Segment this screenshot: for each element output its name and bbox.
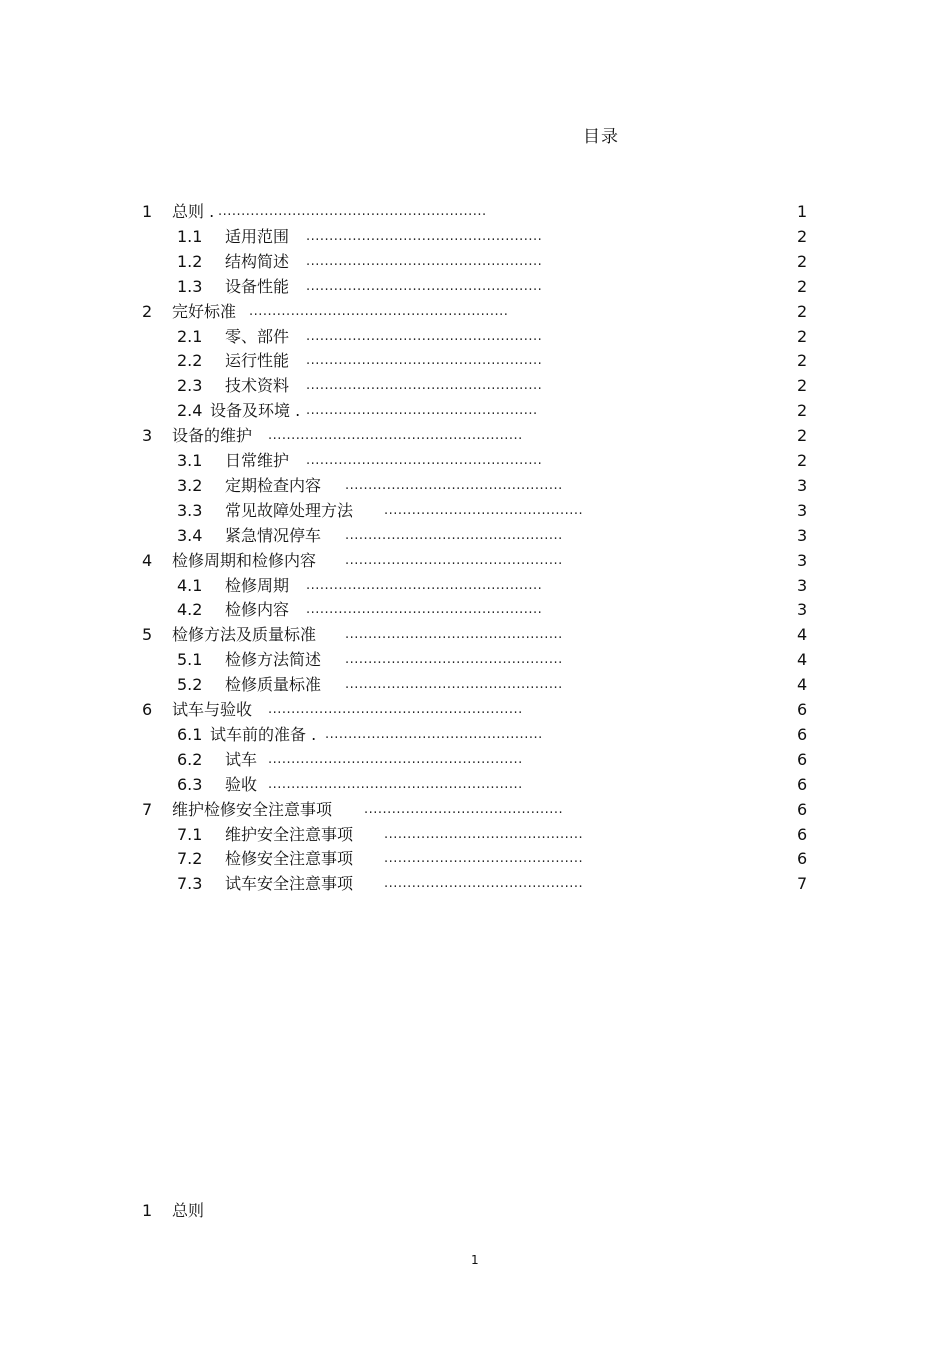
toc-entry[interactable]	[0, 374, 950, 398]
toc-entry-label: 检修质量标准	[225, 675, 322, 695]
toc-entry-page: 3	[797, 600, 808, 620]
toc-entry-page: 4	[797, 625, 808, 645]
toc-entry-leader: ...................................................	[306, 278, 543, 294]
toc-entry-number: 6.2	[177, 749, 203, 769]
toc-entry-page: 6	[797, 824, 808, 844]
toc-entry-label: 检修内容	[225, 600, 290, 620]
toc-entry-label: 试车前的准备 .	[210, 724, 317, 744]
toc-entry-page: 6	[797, 724, 808, 744]
toc-entry-number: 2.2	[177, 351, 203, 371]
toc-entry[interactable]	[0, 275, 950, 299]
toc-entry-leader: ...................................................	[306, 602, 543, 618]
toc-entry-page: 2	[797, 326, 808, 346]
toc-entry-number: 4.1	[177, 575, 203, 595]
toc-entry-page: 6	[797, 849, 808, 869]
toc-entry[interactable]	[0, 499, 950, 523]
toc-entry[interactable]	[0, 524, 950, 548]
toc-entry-page: 6	[797, 774, 808, 794]
toc-entry[interactable]	[0, 250, 950, 274]
section-number: 1	[142, 1201, 153, 1220]
toc-entry-leader: ...........................................	[364, 801, 564, 817]
toc-entry-leader: ...................................................	[306, 353, 543, 369]
toc-entry[interactable]	[0, 872, 950, 896]
toc-entry-leader: .......................................................	[268, 751, 523, 767]
toc-entry-leader: ...............................................	[325, 726, 543, 742]
toc-entry-number: 7.1	[177, 824, 203, 844]
toc-entry-page: 2	[797, 301, 808, 321]
toc-entry-number: 7.3	[177, 874, 203, 894]
toc-entry-label: 维护安全注意事项	[225, 824, 354, 844]
toc-entry-label: 完好标准	[172, 301, 237, 321]
toc-entry-number: 3.4	[177, 525, 203, 545]
toc-entry-number: 6	[142, 700, 153, 719]
toc-entry[interactable]	[0, 225, 950, 249]
toc-entry-label: 试车	[225, 749, 258, 769]
page-number: 1	[471, 1253, 479, 1267]
toc-entry-number: 5.2	[177, 675, 203, 695]
toc-entry-page: 1	[797, 202, 808, 221]
toc-entry-leader: ..................................................	[306, 403, 538, 419]
toc-entry-page: 3	[797, 500, 808, 520]
toc-entry[interactable]	[0, 698, 950, 722]
toc-entry-page: 6	[797, 799, 808, 819]
toc-entry-number: 4	[142, 550, 153, 570]
toc-entry-label: 检修周期和检修内容	[172, 550, 317, 570]
toc-entry[interactable]	[0, 449, 950, 473]
toc-entry-label: 适用范围	[225, 226, 290, 246]
toc-entry-page: 2	[797, 351, 808, 371]
toc-entry-number: 3.3	[177, 500, 203, 520]
toc-entry[interactable]	[0, 549, 950, 573]
toc-entry-leader: .......................................................	[268, 702, 523, 717]
toc-entry-leader: ...............................................	[345, 477, 563, 493]
toc-entry-leader: ...................................................	[306, 577, 543, 593]
toc-entry-label: 试车安全注意事项	[225, 874, 354, 894]
toc-entry[interactable]	[0, 648, 950, 672]
toc-entry-label: 设备的维护	[172, 426, 253, 446]
toc-entry-page: 2	[797, 426, 808, 446]
toc-entry[interactable]	[0, 598, 950, 622]
toc-entry-leader: ...........................................	[384, 876, 584, 892]
toc-entry-leader: .......................................................	[268, 428, 523, 444]
toc-entry-number: 1.2	[177, 251, 203, 271]
toc-entry-leader: .......................................................	[268, 776, 523, 792]
toc-entry-number: 5.1	[177, 650, 203, 670]
toc-entry[interactable]	[0, 773, 950, 797]
toc-entry-label: 检修周期	[225, 575, 290, 595]
toc-entry-page: 4	[797, 650, 808, 670]
toc-entry[interactable]	[0, 300, 950, 324]
toc-entry-page: 3	[797, 575, 808, 595]
toc-entry[interactable]	[0, 847, 950, 871]
toc-entry[interactable]	[0, 623, 950, 647]
toc-entry-number: 1.3	[177, 276, 203, 296]
toc-entry-label: 检修安全注意事项	[225, 849, 354, 869]
toc-entry-number: 2.1	[177, 326, 203, 346]
toc-entry-label: 紧急情况停车	[225, 525, 322, 545]
toc-entry-leader: ...............................................	[345, 552, 563, 568]
toc-entry-leader: ...............................................	[345, 677, 563, 693]
toc-entry-number: 1	[142, 202, 153, 221]
toc-entry[interactable]	[0, 823, 950, 847]
toc-entry-label: 定期检查内容	[225, 475, 322, 495]
toc-entry-leader: ........................................................	[249, 303, 509, 319]
toc-entry[interactable]	[0, 673, 950, 697]
toc-entry-page: 7	[797, 874, 808, 894]
toc-entry[interactable]	[0, 424, 950, 448]
toc-entry-number: 7	[142, 799, 153, 819]
toc-entry-page: 6	[797, 749, 808, 769]
toc-entry-page: 2	[797, 451, 808, 470]
toc-entry-leader: ...............................................	[345, 652, 563, 668]
toc-entry[interactable]	[0, 748, 950, 772]
toc-entry-label: 日常维护	[225, 451, 290, 470]
toc-entry-label: 检修方法简述	[225, 650, 322, 670]
toc-entry-leader: ...................................................	[306, 378, 543, 394]
toc-entry-number: 3	[142, 426, 153, 446]
toc-entry-number: 2.4	[177, 401, 203, 421]
toc-entry-number: 3.1	[177, 451, 203, 470]
toc-entry-leader: ...................................................	[306, 228, 543, 244]
toc-entry-number: 7.2	[177, 849, 203, 869]
toc-entry-label: 结构简述	[225, 251, 290, 271]
toc-entry-number: 2	[142, 301, 153, 321]
toc-entry[interactable]	[0, 325, 950, 349]
toc-entry-leader: ...........................................	[384, 826, 584, 842]
toc-entry-page: 2	[797, 251, 808, 271]
toc-entry-leader: ...................................................	[306, 253, 543, 269]
toc-entry-page: 4	[797, 675, 808, 695]
section-title: 总则	[172, 1201, 205, 1220]
toc-entry[interactable]	[0, 399, 950, 423]
toc-entry-leader: ..........................................................	[218, 204, 487, 219]
toc-entry[interactable]	[0, 474, 950, 498]
toc-entry-label: 验收	[225, 774, 258, 794]
toc-entry-label: 运行性能	[225, 351, 290, 371]
toc-entry[interactable]	[0, 798, 950, 822]
toc-entry-label: 常见故障处理方法	[225, 500, 354, 520]
toc-entry-page: 2	[797, 276, 808, 296]
toc-entry-number: 3.2	[177, 475, 203, 495]
toc-entry-leader: ...................................................	[306, 453, 543, 468]
toc-entry-leader: ...................................................	[306, 328, 543, 344]
toc-entry-label: 技术资料	[225, 376, 290, 396]
toc-entry-number: 1.1	[177, 226, 203, 246]
toc-entry-label: 总则 .	[172, 202, 215, 221]
toc-entry-number: 2.3	[177, 376, 203, 396]
toc-entry-page: 2	[797, 376, 808, 396]
toc-entry[interactable]	[0, 349, 950, 373]
toc-title: 目录	[583, 127, 619, 147]
toc-entry-label: 维护检修安全注意事项	[172, 799, 333, 819]
toc-entry-number: 5	[142, 625, 153, 645]
toc-entry-leader: ...........................................	[384, 502, 584, 518]
toc-entry-label: 设备及环境 .	[210, 401, 301, 421]
toc-entry-label: 试车与验收	[172, 700, 253, 719]
toc-entry-label: 检修方法及质量标准	[172, 625, 317, 645]
toc-entry-leader: ...........................................	[384, 851, 584, 867]
toc-entry-leader: ...............................................	[345, 527, 563, 543]
toc-entry-page: 2	[797, 226, 808, 246]
toc-entry-number: 6.3	[177, 774, 203, 794]
toc-entry-page: 3	[797, 550, 808, 570]
toc-entry-number: 4.2	[177, 600, 203, 620]
toc-entry-page: 3	[797, 475, 808, 495]
toc-entry-page: 3	[797, 525, 808, 545]
toc-entry-label: 设备性能	[225, 276, 290, 296]
toc-entry-number: 6.1	[177, 724, 203, 744]
toc-entry-label: 零、部件	[225, 326, 290, 346]
toc-entry[interactable]	[0, 574, 950, 598]
toc-entry[interactable]	[0, 723, 950, 747]
toc-entry-page: 2	[797, 401, 808, 421]
toc-entry-leader: ...............................................	[345, 627, 563, 643]
toc-entry-page: 6	[797, 700, 808, 719]
toc-entry[interactable]	[0, 200, 950, 224]
